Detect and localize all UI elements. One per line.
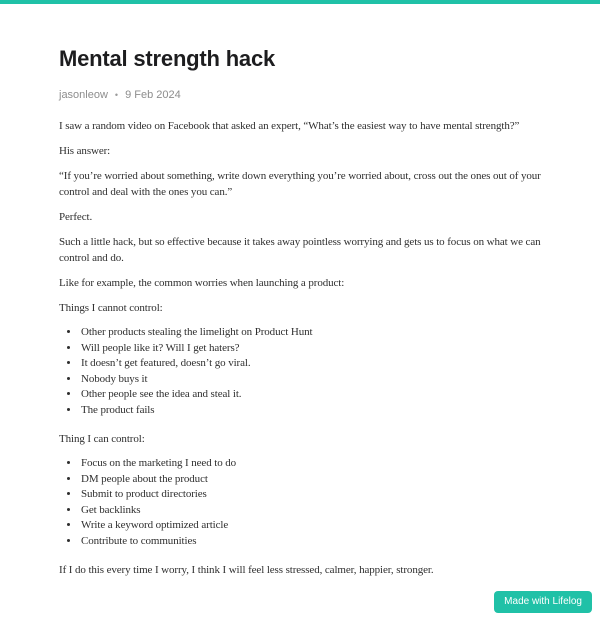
author-name: jasonleow <box>59 89 108 102</box>
cannot-control-heading: Things I cannot control: <box>59 302 163 315</box>
byline-separator: • <box>114 89 119 100</box>
list-item: • Will people like it? Will I get haters? <box>80 341 548 357</box>
paragraph-outro: If I do this every time I worry, I think I will feel less stressed, calmer, happier, stronger. <box>59 564 434 577</box>
paragraph-example: Like for example, the common worries when launching a product: <box>59 277 345 290</box>
list-item: • The product fails <box>80 403 548 419</box>
made-with-lifelog-badge[interactable]: Made with Lifelog <box>494 591 592 613</box>
post-date: 9 Feb 2024 <box>125 89 181 102</box>
list-item: • Nobody buys it <box>80 372 548 388</box>
blog-post-page <box>0 4 600 578</box>
post-body <box>59 118 548 578</box>
can-control-heading: Thing I can control: <box>59 433 145 446</box>
list-item: • It doesn’t get featured, doesn’t go viral. <box>80 356 548 372</box>
list-item: • DM people about the product <box>80 472 548 488</box>
paragraph-effective: Such a little hack, but so effective because it takes away pointless worrying and gets us to focus on what we can control and do. <box>59 236 541 265</box>
list-item: • Submit to product directories <box>80 487 548 503</box>
list-item: • Get backlinks <box>80 503 548 519</box>
byline <box>59 89 548 101</box>
list-item: • Other products stealing the limelight on Product Hunt <box>80 325 548 341</box>
page-title: Mental strength hack <box>59 46 276 71</box>
paragraph-perfect: Perfect. <box>59 211 93 224</box>
list-item: • Other people see the idea and steal it. <box>80 387 548 403</box>
paragraph-intro: I saw a random video on Facebook that asked an expert, “What’s the easiest way to have mental strength?” <box>59 120 520 133</box>
list-item: • Write a keyword optimized article <box>80 518 548 534</box>
cannot-control-list <box>59 325 548 418</box>
list-item: • Focus on the marketing I need to do <box>80 456 548 472</box>
can-control-list <box>59 456 548 549</box>
paragraph-quote: “If you’re worried about something, write down everything you’re worried about, cross out the ones out of your control and deal with the ones you can.” <box>59 170 541 199</box>
list-item: • Contribute to communities <box>80 534 548 550</box>
paragraph-answer-label: His answer: <box>59 145 111 158</box>
